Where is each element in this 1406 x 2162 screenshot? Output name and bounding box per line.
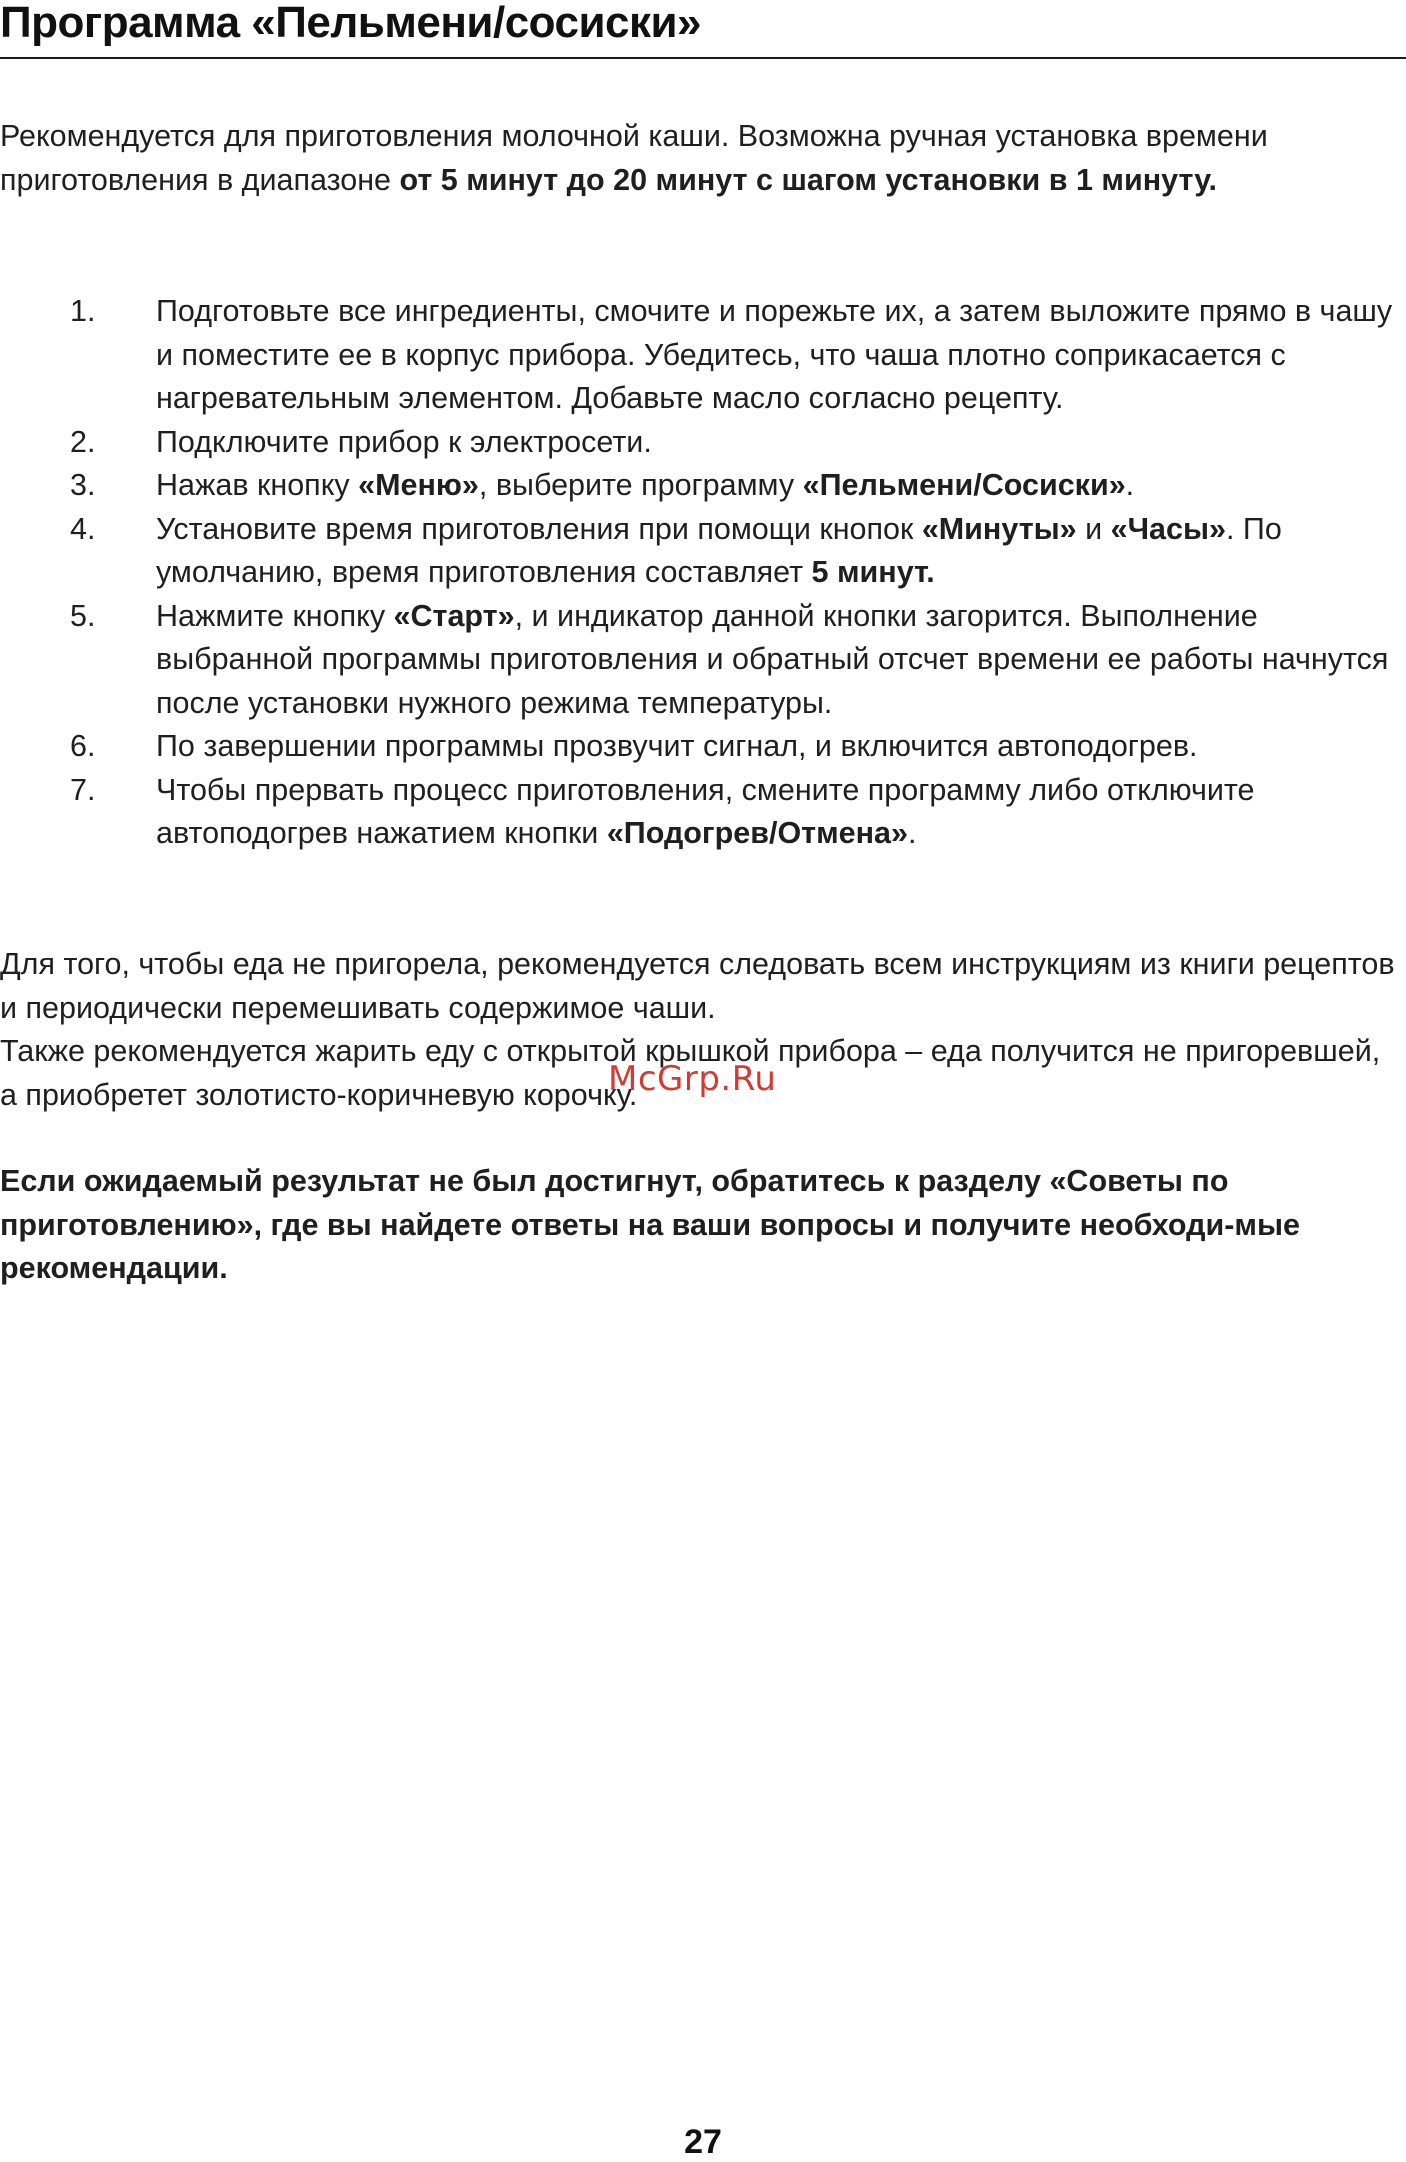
title-divider xyxy=(0,57,1406,59)
step-item xyxy=(0,769,1406,856)
step-text xyxy=(156,468,1134,502)
step-text-part: . По умолчанию, время приготовления составляет xyxy=(156,511,1282,589)
page-title: Программа «Пельмени/сосиски» xyxy=(0,0,701,47)
step-number: 1. xyxy=(70,294,96,328)
step-text-part: По завершении программы прозвучит сигнал, и включится автоподогрев. xyxy=(156,729,1198,763)
step-text-part: , и индикатор данной кнопки загорится. Выполнение выбранной программы приготовления и обратный отсчет времени ее работы начнутся после установки нужного режима температуры. xyxy=(156,598,1389,720)
step-number: 7. xyxy=(70,772,96,807)
step-item xyxy=(0,290,1406,421)
step-item xyxy=(0,508,1406,595)
step-bold-text: «Минуты» xyxy=(921,511,1077,546)
step-text-part: Нажав кнопку xyxy=(156,468,359,502)
advice-paragraph: Для того, чтобы еда не пригорела, рекомендуется следовать всем инструкциям из книги рецептов и периодически перемешивать содержимое чаши. xyxy=(0,947,1395,1025)
step-text xyxy=(156,425,652,459)
step-text xyxy=(156,729,1198,763)
step-bold-text: «Подогрев/Отмена» xyxy=(606,816,908,850)
step-number: 6. xyxy=(70,729,96,763)
watermark: McGrp.Ru xyxy=(608,1059,777,1099)
step-bold-text: 5 минут. xyxy=(811,555,935,589)
step-text-part: Установите время приготовления при помощи кнопок xyxy=(156,511,922,546)
step-bold-text: «Старт» xyxy=(393,598,515,633)
intro-paragraph xyxy=(0,115,1400,202)
troubleshooting-note: Если ожидаемый результат не был достигнут, обратитесь к разделу «Советы по приготовлению», где вы найдете ответы на ваши вопросы и получите необходи-мые рекомендации. xyxy=(0,1164,1300,1285)
step-text-part: Подключите прибор к электросети. xyxy=(156,424,652,459)
step-text-part: Нажмите кнопку xyxy=(156,598,394,633)
step-bold-text: «Пельмени/Сосиски» xyxy=(802,468,1126,502)
step-number: 5. xyxy=(70,598,96,633)
step-text-part: Чтобы прервать процесс приготовления, смените программу либо отключите автоподогрев нажатием кнопки xyxy=(156,772,1255,850)
step-text-part: , выберите программу xyxy=(478,468,803,502)
step-text-part: и xyxy=(1076,511,1111,546)
advice-paragraph-2: Также рекомендуется жарить еду с открытой крышкой прибора – еда получится не пригоревшей, а приобретет золотисто-коричневую корочку. xyxy=(0,1034,1381,1112)
step-item xyxy=(0,421,1406,465)
step-text-part: Подготовьте все ингредиенты, смочите и порежьте их, а затем выложите прямо в чашу и поместите ее в корпус прибора. Убедитесь, что чаша плотно соприкасается с нагревательным элементом. Добавьте масло согласно рецепту. xyxy=(156,294,1393,415)
step-bold-text: «Меню» xyxy=(358,468,479,502)
step-text xyxy=(156,294,1392,415)
step-item xyxy=(0,725,1406,769)
page-number: 27 xyxy=(684,2123,722,2161)
step-text xyxy=(156,773,1254,851)
step-number: 3. xyxy=(70,468,96,502)
step-number: 4. xyxy=(70,511,96,546)
step-text xyxy=(156,599,1388,720)
intro-text: Рекомендуется для приготовления молочной каши. Возможна ручная установка времени приготовления в диапазоне xyxy=(0,119,1268,197)
step-item xyxy=(0,464,1406,508)
step-text-part: . xyxy=(908,816,917,850)
step-item xyxy=(0,595,1406,726)
instruction-steps xyxy=(0,290,1406,856)
step-number: 2. xyxy=(70,424,96,459)
step-bold-text: «Часы» xyxy=(1110,511,1226,546)
step-text xyxy=(156,512,1282,590)
step-text-part: . xyxy=(1125,468,1135,502)
intro-bold-text: от 5 минут до 20 минут с шагом установки в 1 минуту. xyxy=(399,162,1217,197)
